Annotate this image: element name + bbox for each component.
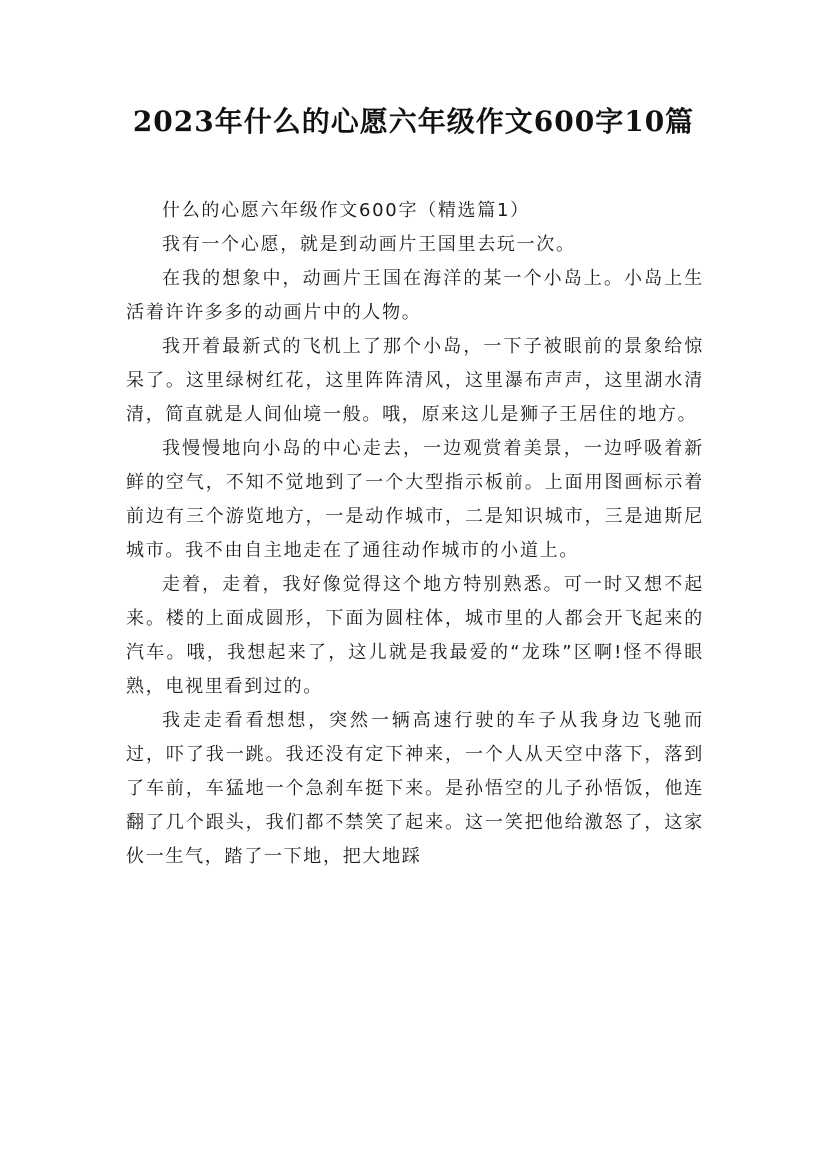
paragraph: 在我的想象中，动画片王国在海洋的某一个小岛上。小岛上生活着许许多多的动画片中的人物。 bbox=[126, 268, 704, 323]
paragraph: 我开着最新式的飞机上了那个小岛，一下子被眼前的景象给惊呆了。这里绿树红花，这里阵阵清风，这里瀑布声声，这里湖水清清，简直就是人间仙境一般。哦，原来这儿是狮子王居住的地方。 bbox=[126, 336, 704, 425]
paragraph: 我慢慢地向小岛的中心走去，一边观赏着美景，一边呼吸着新鲜的空气，不知不觉地到了一个大型指示板前。上面用图画标示着前边有三个游览地方，一是动作城市，二是知识城市，三是迪斯尼城市。我不由自主地走在了通往动作城市的小道上。 bbox=[126, 438, 704, 561]
document-title: 2023年什么的心愿六年级作文600字10篇 bbox=[132, 105, 695, 138]
paragraph: 走着，走着，我好像觉得这个地方特别熟悉。可一时又想不起来。楼的上面成圆形，下面为圆柱体，城市里的人都会开飞起来的汽车。哦，我想起来了，这儿就是我最爱的“龙珠”区啊!怪不得眼熟，电视里看到过的。 bbox=[126, 574, 704, 697]
paragraph: 我有一个心愿，就是到动画片王国里去玩一次。 bbox=[162, 234, 576, 255]
paragraph: 我走走看看想想，突然一辆高速行驶的车子从我身边飞驰而过，吓了我一跳。我还没有定下神来，一个人从天空中落下，落到了车前，车猛地一个急刹车挺下来。是孙悟空的儿子孙悟饭，他连翻了几个跟头，我们都不禁笑了起来。这一笑把他给激怒了，这家伙一生气，踏了一下地，把大地踩 bbox=[126, 710, 704, 867]
paragraph-heading: 什么的心愿六年级作文600字（精选篇1） bbox=[162, 200, 530, 221]
document-body bbox=[126, 194, 704, 874]
